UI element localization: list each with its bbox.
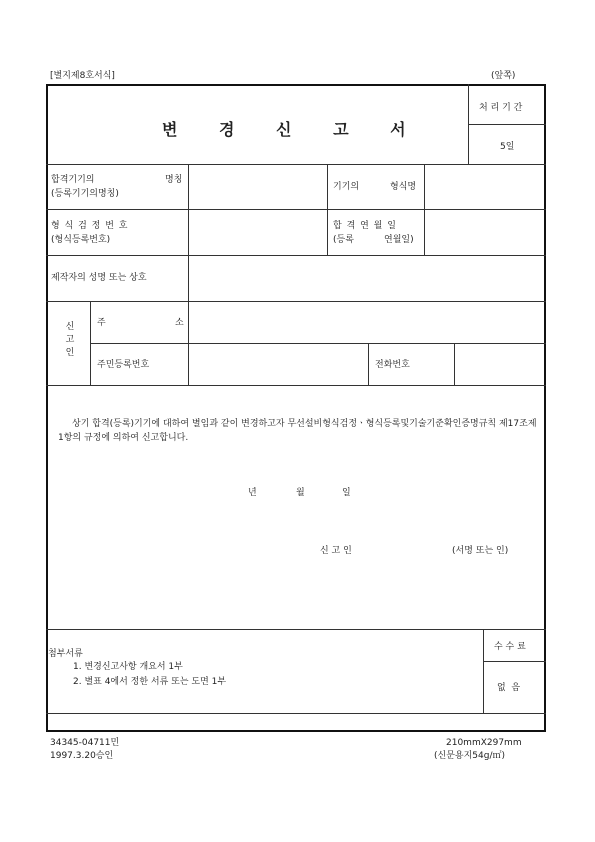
cert-name-sublabel: (등록기기의명칭) <box>51 189 119 199</box>
pass-date-field[interactable] <box>425 210 544 254</box>
attachment-item: 2. 별표 4에서 정한 서류 또는 도면 1부 <box>73 677 227 687</box>
processing-value: 5일 <box>500 142 515 152</box>
year-label: 년 <box>248 488 257 498</box>
fee-label: 수 수 료 <box>494 642 526 652</box>
resident-number-field[interactable] <box>189 344 367 384</box>
phone-label: 전화번호 <box>375 360 410 370</box>
form-code: 34345-04711민 <box>50 738 120 748</box>
maker-field[interactable] <box>189 256 544 300</box>
applicant-label: 신 고 인 <box>65 322 75 358</box>
model-label-end: 형식명 <box>390 182 417 192</box>
divider <box>468 84 469 164</box>
model-label: 기기의 <box>333 182 360 192</box>
pass-date-sublabel-end: 연월일) <box>384 235 414 245</box>
divider <box>90 301 91 385</box>
type-cert-field[interactable] <box>189 210 326 254</box>
cert-name-field[interactable] <box>189 165 326 208</box>
divider <box>327 164 328 255</box>
pass-date-sublabel-start: (등록 <box>333 235 354 245</box>
address-label-end: 소 <box>175 318 184 328</box>
pass-date-label: 합 격 연 월 일 <box>333 221 397 231</box>
type-cert-sublabel: (형식등록번호) <box>51 235 111 245</box>
cert-name-label: 합격기기의 <box>51 175 95 185</box>
signature-note: (서명 또는 인) <box>452 546 509 556</box>
form-number: [별지제8호서식] <box>50 71 115 81</box>
day-label: 일 <box>342 488 351 498</box>
resident-number-label: 주민등록번호 <box>97 360 150 370</box>
month-label: 월 <box>296 488 305 498</box>
address-field[interactable] <box>189 302 544 342</box>
divider <box>483 629 484 713</box>
paper-size: 210mmX297mm <box>446 738 522 748</box>
approval-date: 1997.3.20승인 <box>50 751 114 761</box>
model-field[interactable] <box>425 165 544 208</box>
declaration-text: 상기 합격(등록)기기에 대하여 별임과 같이 변경하고자 무선설비형식검정ㆍ형식등록및기술기준확인증명규칙 제17조제1항의 규정에 의하여 신고합니다. <box>58 419 537 443</box>
divider <box>483 661 546 662</box>
phone-field[interactable] <box>455 344 544 384</box>
maker-label: 제작자의 성명 또는 상호 <box>51 273 147 283</box>
fee-value: 없 음 <box>497 683 521 693</box>
type-cert-label: 형 식 검 정 번 호 <box>51 221 129 231</box>
divider <box>46 713 546 714</box>
address-label-start: 주 <box>97 318 106 328</box>
divider <box>46 629 546 630</box>
divider <box>468 124 546 125</box>
divider <box>368 343 369 385</box>
page-title: 변 경 신 고 서 <box>162 120 424 139</box>
attachment-item: 1. 변경신고사항 개요서 1부 <box>73 662 183 672</box>
paper-type: (신문용지54g/㎡) <box>434 751 505 761</box>
attachments-heading: 첨부서류 <box>48 649 83 659</box>
cert-name-label-end: 명칭 <box>165 175 183 185</box>
signer-label: 신 고 인 <box>320 546 352 556</box>
processing-label: 처 리 기 간 <box>479 103 523 113</box>
divider <box>46 385 546 386</box>
page-side: (앞쪽) <box>491 71 516 81</box>
